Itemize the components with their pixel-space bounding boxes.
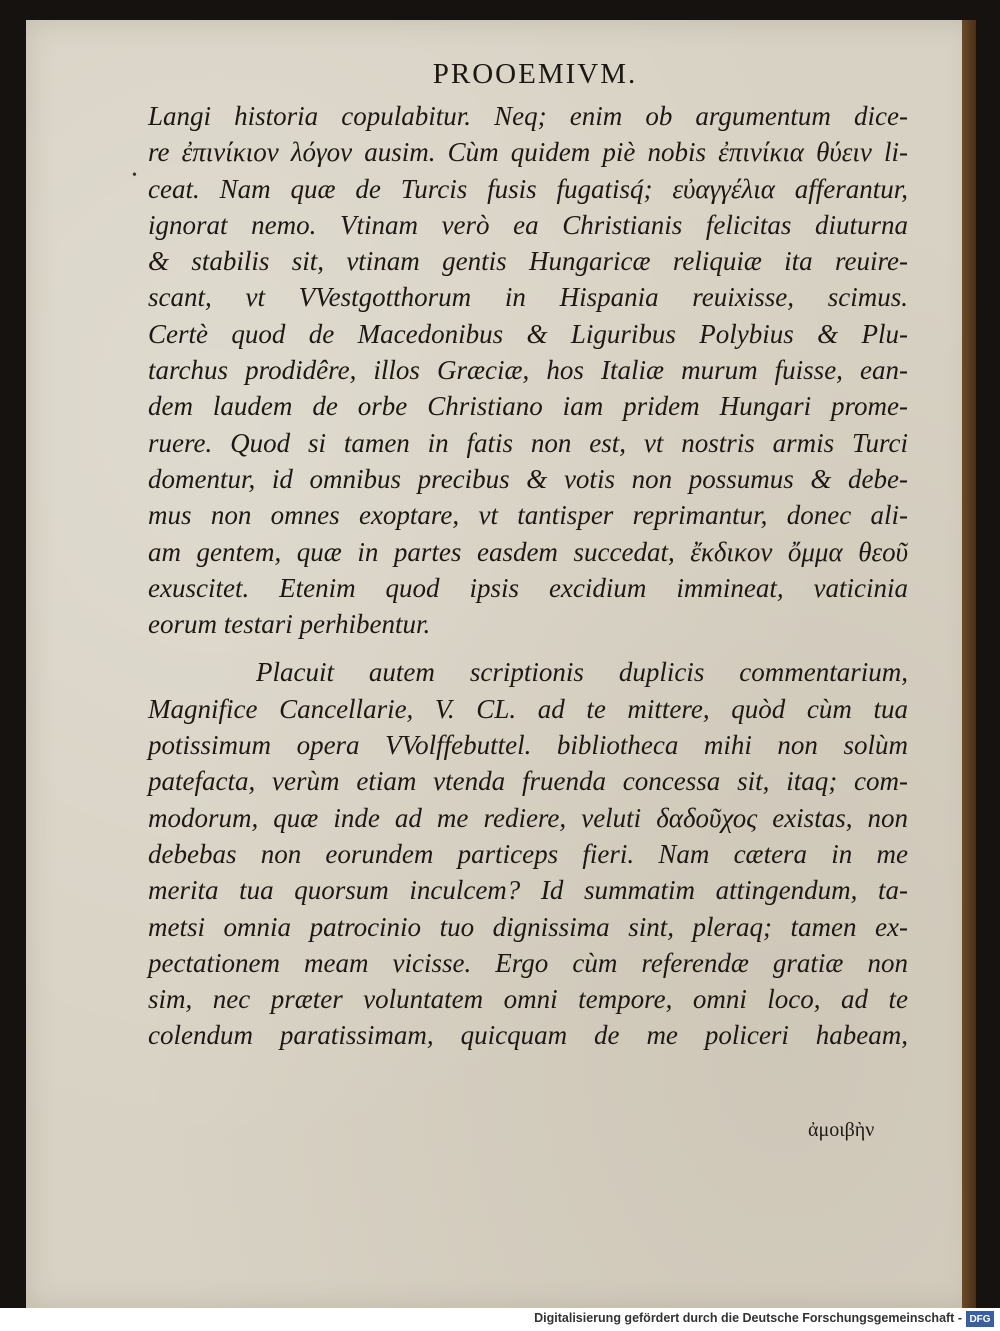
text-line: modorum, quæ inde ad me rediere, veluti δαδοῦχος existas, non — [148, 802, 908, 833]
catchword: ἀμοιβὴν — [808, 1119, 875, 1141]
text-line: debebas non eorundem particeps fieri. Nam cætera in me — [148, 838, 908, 869]
text-line: metsi omnia patrocinio tuo dignissima sint, pleraq; tamen ex- — [148, 911, 908, 942]
text-line: eorum testari perhibentur. — [148, 609, 431, 640]
text-line: dem laudem de orbe Christiano iam pridem Hungari prome- — [148, 391, 908, 422]
digitization-footer — [0, 1308, 1000, 1331]
text-line: patefacta, verùm etiam vtenda fruenda concessa sit, itaq; com- — [148, 766, 908, 797]
running-title: PROOEMIVM. — [432, 58, 638, 90]
text-line: Placuit autem scriptionis duplicis commentarium, — [256, 657, 908, 688]
text-line: exuscitet. Etenim quod ipsis excidium immineat, vaticinia — [148, 572, 908, 603]
text-line: merita tua quorsum inculcem? Id summatim attingendum, ta- — [148, 875, 908, 906]
text-line: pectationem meam vicisse. Ergo cùm referendæ gratiæ non — [148, 947, 908, 978]
text-line: colendum paratissimam, quicquam de me policeri habeam, — [148, 1020, 908, 1051]
text-line: ignorat nemo. Vtinam verò ea Christianis felicitas diuturna — [148, 209, 908, 240]
text-line: scant, vt VVestgotthorum in Hispania reuixisse, scimus. — [148, 282, 908, 313]
text-line: mus non omnes exoptare, vt tantisper reprimantur, donec ali- — [148, 500, 908, 531]
text-line: Certè quod de Macedonibus & Liguribus Polybius & Plu- — [148, 318, 908, 349]
text-line: am gentem, quæ in partes easdem succedat, ἔκδικον ὄμμα θεοῦ — [148, 536, 908, 567]
text-line: ruere. Quod si tamen in fatis non est, vt nostris armis Turci — [148, 427, 908, 458]
text-line: tarchus prodidêre, illos Græciæ, hos Italiæ murum fuisse, ean- — [148, 355, 908, 386]
text-line: sim, nec præter voluntatem omni tempore, omni loco, ad te — [148, 984, 908, 1015]
text-line: ceat. Nam quæ de Turcis fusis fugatisq́; εὐαγγέλια afferantur, — [148, 173, 908, 204]
text-line: Magnifice Cancellarie, V. CL. ad te mittere, quòd cùm tua — [148, 693, 908, 724]
book-binding-edge — [962, 20, 976, 1308]
paragraph-gap — [148, 642, 908, 654]
text-line: & stabilis sit, vtinam gentis Hungaricæ reliquiæ ita reuire- — [148, 246, 908, 277]
text-line: domentur, id omnibus precibus & votis non possumus & debe- — [148, 463, 908, 494]
text-line: potissimum opera VVolffebuttel. bibliotheca mihi non solùm — [148, 730, 908, 761]
margin-mark: • — [132, 168, 137, 183]
funding-credit: Digitalisierung gefördert durch die Deutsche Forschungsgemeinschaft - — [534, 1311, 962, 1325]
page-text — [148, 98, 908, 1054]
text-line: Langi historia copulabitur. Neq; enim ob argumentum dice- — [148, 101, 908, 131]
text-line: re ἐπινίκιον λόγον ausim. Cùm quidem piè nobis ἐπινίκια θύειν li- — [148, 137, 908, 168]
dfg-logo-icon: DFG — [966, 1311, 994, 1327]
